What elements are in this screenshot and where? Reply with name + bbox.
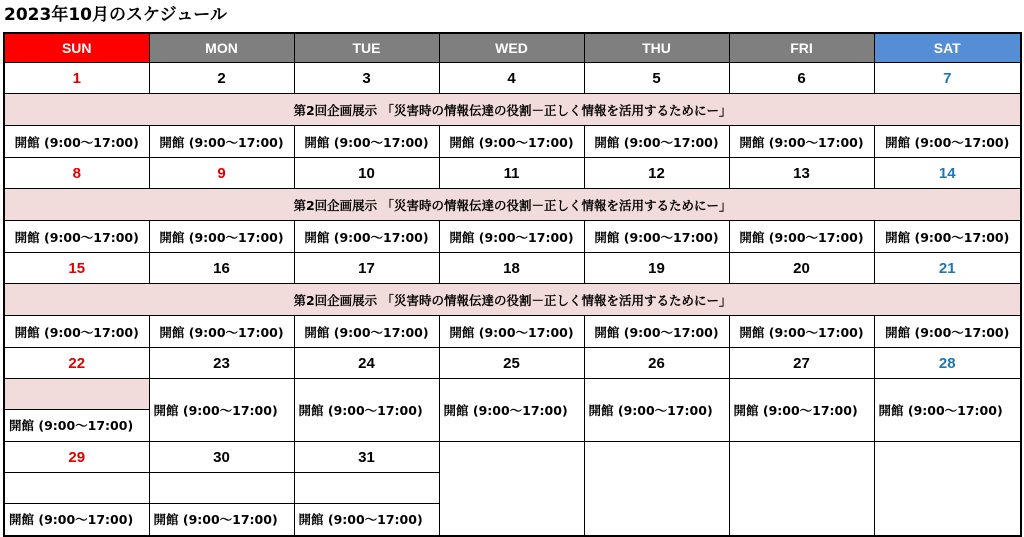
opening-hours-cell: 開館 (9:00～17:00) [4,126,149,158]
opening-hours-cell: 開館 (9:00～17:00) [874,316,1021,348]
weekday-header-sat: SAT [874,33,1021,63]
weekday-header-sun: SUN [4,33,149,63]
calendar-table [3,32,1022,537]
date-cell-29: 29 [4,442,149,473]
opening-hours-cell: 開館 (9:00～17:00) [294,126,439,158]
date-cell-30: 30 [149,442,294,473]
date-cell-14: 14 [874,158,1021,189]
opening-hours-cell: 開館 (9:00～17:00) [9,418,134,433]
date-cell-22: 22 [4,348,149,379]
date-cell-7: 7 [874,63,1021,94]
date-cell-27: 27 [729,348,874,379]
split-day-cell [294,473,439,537]
date-cell-5: 5 [584,63,729,94]
opening-hours-cell: 開館 (9:00～17:00) [149,126,294,158]
opening-hours-cell: 開館 (9:00～17:00) [294,221,439,253]
opening-hours-cell: 開館 (9:00～17:00) [294,379,439,442]
opening-hours-cell: 開館 (9:00～17:00) [4,316,149,348]
opening-hours-cell: 開館 (9:00～17:00) [584,126,729,158]
split-day-cell [149,473,294,537]
date-cell-1: 1 [4,63,149,94]
opening-hours-cell: 開館 (9:00～17:00) [4,221,149,253]
date-cell-21: 21 [874,253,1021,284]
date-cell-16: 16 [149,253,294,284]
opening-hours-cell: 開館 (9:00～17:00) [874,379,1021,442]
exhibition-banner: 第2回企画展示 「災害時の情報伝達の役割－正しく情報を活用するためにー」 [4,94,1021,126]
date-cell-11: 11 [439,158,584,189]
date-cell-12: 12 [584,158,729,189]
weekday-header-mon: MON [149,33,294,63]
date-cell-3: 3 [294,63,439,94]
opening-hours-cell: 開館 (9:00～17:00) [584,316,729,348]
blank-slot [295,473,439,504]
opening-hours-cell: 開館 (9:00～17:00) [439,379,584,442]
weekday-header-row [4,33,1021,63]
date-cell-2: 2 [149,63,294,94]
date-cell-4: 4 [439,63,584,94]
empty-day-cell [729,442,874,537]
split-day-cell [4,473,149,537]
date-cell-20: 20 [729,253,874,284]
opening-hours-cell: 開館 (9:00～17:00) [9,512,134,527]
date-cell-18: 18 [439,253,584,284]
exhibition-banner [5,379,149,410]
opening-hours-cell: 開館 (9:00～17:00) [874,126,1021,158]
date-cell-17: 17 [294,253,439,284]
opening-hours-cell: 開館 (9:00～17:00) [153,512,278,527]
opening-hours-cell: 開館 (9:00～17:00) [584,379,729,442]
date-row [4,253,1021,284]
weekday-header-tue: TUE [294,33,439,63]
opening-hours-cell: 開館 (9:00～17:00) [439,126,584,158]
date-cell-6: 6 [729,63,874,94]
exhibition-banner: 第2回企画展示 「災害時の情報伝達の役割－正しく情報を活用するためにー」 [4,189,1021,221]
opening-hours-cell: 開館 (9:00～17:00) [294,316,439,348]
blank-slot [5,473,149,504]
date-row [4,348,1021,379]
empty-day-cell [439,442,584,537]
date-cell-24: 24 [294,348,439,379]
opening-hours-cell: 開館 (9:00～17:00) [584,221,729,253]
date-cell-19: 19 [584,253,729,284]
empty-day-cell [584,442,729,537]
date-cell-25: 25 [439,348,584,379]
opening-hours-cell: 開館 (9:00～17:00) [439,316,584,348]
opening-hours-cell: 開館 (9:00～17:00) [149,316,294,348]
date-cell-15: 15 [4,253,149,284]
weekday-header-fri: FRI [729,33,874,63]
opening-hours-cell: 開館 (9:00～17:00) [729,316,874,348]
date-row [4,442,1021,473]
exhibition-banner: 第2回企画展示 「災害時の情報伝達の役割－正しく情報を活用するためにー」 [4,284,1021,316]
date-row [4,63,1021,94]
date-cell-26: 26 [584,348,729,379]
empty-day-cell [874,442,1021,537]
page-title: 2023年10月のスケジュール [4,5,227,25]
date-cell-8: 8 [4,158,149,189]
date-cell-10: 10 [294,158,439,189]
weekday-header-wed: WED [439,33,584,63]
date-row [4,158,1021,189]
blank-slot [150,473,294,504]
opening-hours-cell: 開館 (9:00～17:00) [439,221,584,253]
split-day-cell [4,379,149,442]
opening-hours-cell: 開館 (9:00～17:00) [729,221,874,253]
date-cell-31: 31 [294,442,439,473]
opening-hours-cell: 開館 (9:00～17:00) [149,221,294,253]
date-cell-28: 28 [874,348,1021,379]
opening-hours-cell: 開館 (9:00～17:00) [729,379,874,442]
weekday-header-thu: THU [584,33,729,63]
date-cell-13: 13 [729,158,874,189]
opening-hours-cell: 開館 (9:00～17:00) [729,126,874,158]
date-cell-9: 9 [149,158,294,189]
opening-hours-cell: 開館 (9:00～17:00) [149,379,294,442]
opening-hours-cell: 開館 (9:00～17:00) [874,221,1021,253]
date-cell-23: 23 [149,348,294,379]
opening-hours-cell: 開館 (9:00～17:00) [298,512,423,527]
